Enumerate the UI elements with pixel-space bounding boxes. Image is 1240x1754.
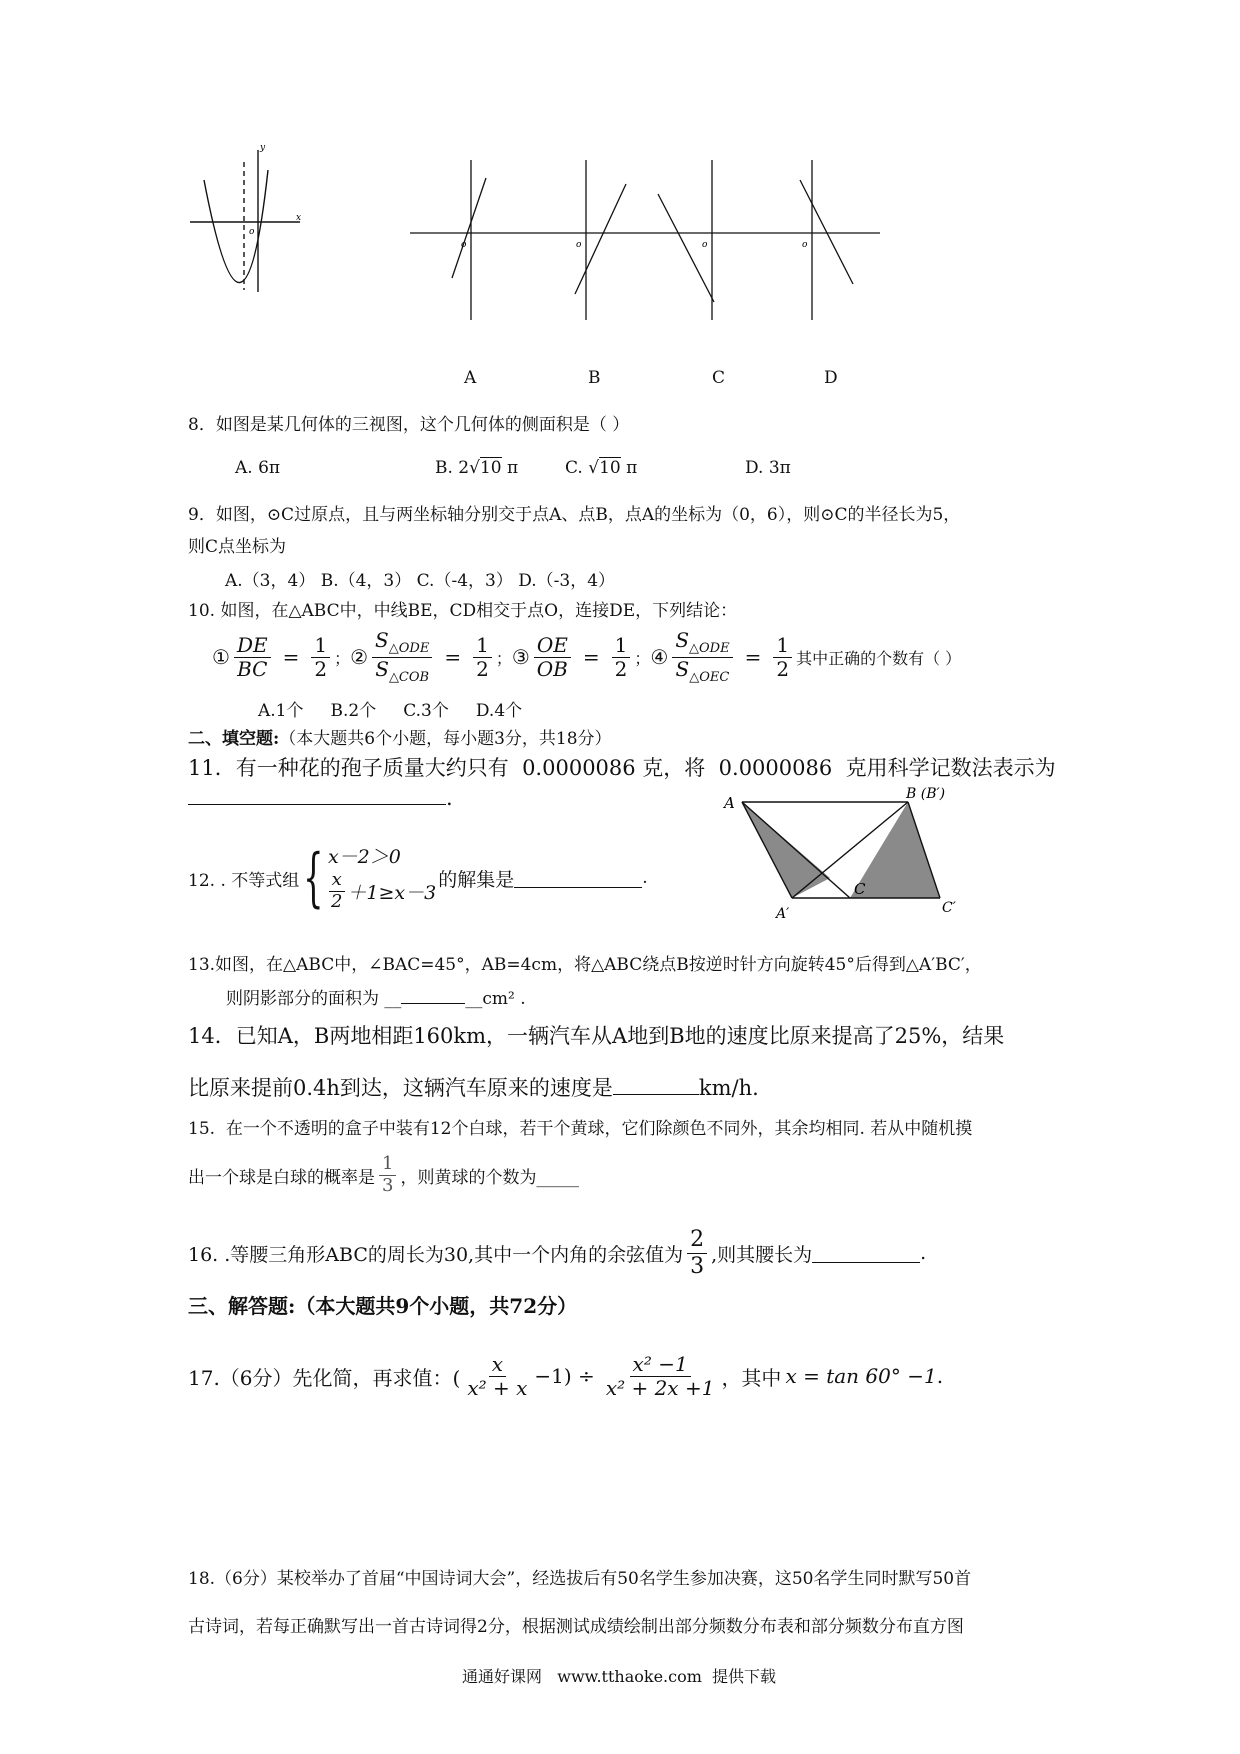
q8-option-c-radical: √10 <box>588 458 621 478</box>
q10-frac-2-den: 2 <box>476 656 489 681</box>
q10-frac-2-num: 1 <box>473 634 492 658</box>
section-2-heading <box>188 724 612 749</box>
q12-brace: { <box>303 841 324 915</box>
q8-option-c-pi: π <box>620 458 638 478</box>
q12-inequality-1: x－2＞0 <box>327 845 401 868</box>
q13-line2-prefix: 则阴影部分的面积为 __ <box>226 989 402 1009</box>
q13-label-b: B (B′) <box>906 786 946 802</box>
q10-s-1: S <box>375 627 389 652</box>
graph-b <box>530 160 643 320</box>
q13-line1: 13.如图，在△ABC中，∠BAC=45°，AB=4cm，将△ABC绕点B按逆时针方向旋转45°后得到△A′BC′， <box>188 955 982 975</box>
q10-sub-cob: △COB <box>388 669 430 685</box>
q14-line2-prefix: 比原来提前0.4h到达，这辆汽车原来的速度是 <box>188 1076 613 1100</box>
q8-option-c-prefix: C. <box>565 458 589 478</box>
q8-option-a: A. 6π <box>235 458 281 478</box>
q10-semi-2: ； <box>495 648 512 668</box>
q15-frac-den: 3 <box>382 1174 394 1196</box>
graph-c-origin: o <box>702 240 708 250</box>
q16-post: ,则其腰长为 <box>711 1243 813 1266</box>
q10-c2-marker: ② <box>350 645 369 669</box>
q12-prefix: 12. . 不等式组 <box>188 870 300 891</box>
graph-a <box>410 160 530 320</box>
q10-eq-2: = <box>444 645 462 669</box>
q17-frac1-den: x² + x <box>467 1375 528 1400</box>
q10-frac-oe: OE <box>534 634 571 658</box>
q18-line2: 古诗词，若每正确默写出一首古诗词得2分，根据测试成绩绘制出部分频数分布表和部分频数分布直方图 <box>188 1617 964 1637</box>
q17-prefix: 17.（6分）先化简，再求值：( <box>188 1365 461 1390</box>
q14-line2-suffix: km/h. <box>698 1076 759 1100</box>
q12-system <box>328 844 436 913</box>
q7-graphs <box>180 143 900 340</box>
q10-eq-1: = <box>282 645 300 669</box>
q15-line2-prefix: 出一个球是白球的概率是 <box>188 1167 375 1188</box>
q8-option-b-radical: √10 <box>469 458 502 478</box>
q17-expression: x = tan 60° −1 <box>785 1364 937 1388</box>
q8-option-b <box>435 458 518 478</box>
q15-line2 <box>188 1140 579 1210</box>
q10-s-4: S <box>675 656 690 681</box>
q16-period: . <box>920 1242 927 1264</box>
q10-frac-1-num: 1 <box>311 634 330 658</box>
q12-frac-num: x <box>329 870 345 892</box>
q17-frac2-den: x² + 2x +1 <box>605 1375 715 1400</box>
q13-line2-suffix: __cm² . <box>465 989 526 1009</box>
q8-option-b-pi: π <box>501 458 519 478</box>
q11-answer-line <box>188 784 453 810</box>
q10-stem: 10. 如图，在△ABC中，中线BE，CD相交于点O，连接DE，下列结论： <box>188 601 738 621</box>
page-footer: 通通好课网 www.tthaoke.com 提供下载 <box>462 1667 777 1686</box>
q11-text: 11．有一种花的孢子质量大约只有 0.0000086 克，将 0.0000086 克用科学记数法表示为 <box>188 756 1056 780</box>
graph-a-origin: o <box>461 240 467 250</box>
q11-period: . <box>446 786 453 810</box>
q10-c4-marker: ④ <box>650 645 669 669</box>
parabola-axis-y: y <box>260 143 266 153</box>
q8-options <box>235 458 855 488</box>
section-3-heading: 三、解答题:（本大题共9个小题，共72分） <box>188 1294 578 1318</box>
q8-stem: 8．如图是某几何体的三视图，这个几何体的侧面积是（ ） <box>188 415 630 435</box>
q10-sub-oec: △OEC <box>689 669 730 685</box>
q10-s-3: S <box>675 627 690 652</box>
q16-blank[interactable] <box>812 1244 920 1263</box>
q7-label-a: A <box>464 368 477 388</box>
q16-frac-num: 2 <box>687 1227 707 1253</box>
q15-line1: 15. 在一个不透明的盒子中装有12个白球，若干个黄球，它们除颜色不同外，其余均相同. 若从中随机摸 <box>188 1119 973 1139</box>
q17-where: ，其中 <box>721 1365 782 1390</box>
q10-sub-ode: △ODE <box>388 640 430 656</box>
parabola-axis-x: x <box>296 213 302 223</box>
q9-options: A.（3，4） B.（4，3） C.（-4，3） D.（-3，4） <box>225 571 616 591</box>
graph-b-origin: o <box>576 240 582 250</box>
q10-semi-3: ； <box>634 648 651 668</box>
q10-conclusions <box>212 622 961 692</box>
q7-label-c: C <box>712 368 726 388</box>
q13-label-c-prime: C′ <box>942 900 956 916</box>
q9-line2: 则C点坐标为 <box>188 537 287 557</box>
q16 <box>188 1218 926 1288</box>
q10-sub-ode-2: △ODE <box>689 640 730 656</box>
parabola-origin: o <box>249 227 255 237</box>
q10-frac-3-num: 1 <box>612 634 631 658</box>
q10-eq-4: = <box>744 645 762 669</box>
q17-frac2-num: x² −1 <box>630 1353 691 1377</box>
q10-frac-1-den: 2 <box>314 656 328 681</box>
q8-option-b-prefix: B. 2 <box>435 458 470 478</box>
section-2-title: 二、填空题: <box>188 729 280 749</box>
graph-d-origin: o <box>802 240 808 250</box>
q10-frac-bc: BC <box>237 656 268 681</box>
q12-post: 的解集是 <box>438 868 515 891</box>
q10-s-2: S <box>375 656 389 681</box>
q9-line1: 9．如图，⊙C过原点，且与两坐标轴分别交于点A、点B，点A的坐标为（0，6），则⊙C的半径长为5， <box>188 505 961 525</box>
q13-figure <box>720 784 960 924</box>
q10-semi-1: ； <box>334 648 351 668</box>
q7-label-d: D <box>824 368 838 388</box>
q10-options: A.1个 B.2个 C.3个 D.4个 <box>258 701 523 721</box>
q13-label-a-prime: A′ <box>776 906 790 922</box>
q12-blank[interactable] <box>514 869 642 888</box>
q10-tail: 其中正确的个数有（ ） <box>796 648 962 668</box>
q16-prefix: 16. .等腰三角形ABC的周长为30,其中一个内角的余弦值为 <box>188 1243 684 1266</box>
q13-label-a: A <box>724 794 735 812</box>
q15-line2-suffix: ，则黄球的个数为_____ <box>400 1167 579 1188</box>
q17-period: . <box>936 1364 944 1388</box>
q10-eq-3: = <box>582 645 600 669</box>
q12-inequality-2 <box>328 870 436 912</box>
q13-label-c: C <box>854 880 866 898</box>
q12-inequality-2-rest: ＋1≥x－3 <box>347 881 437 904</box>
q10-c3-marker: ③ <box>511 645 530 669</box>
parabola-graph <box>190 150 300 292</box>
q10-c1-marker: ① <box>212 645 230 669</box>
q10-frac-4-num: 1 <box>773 634 792 658</box>
q10-frac-ob: OB <box>536 656 568 681</box>
q16-frac-den: 3 <box>690 1253 705 1279</box>
graph-d <box>755 160 880 320</box>
q17-middle: −1) ÷ <box>534 1364 595 1388</box>
q12-frac-den: 2 <box>330 890 343 912</box>
q13-line2 <box>226 984 526 1009</box>
section-2-note: （本大题共6个小题，每小题3分，共18分） <box>279 729 612 749</box>
q8-option-d: D. 3π <box>745 458 791 478</box>
q17-frac1-num: x <box>489 1353 506 1377</box>
q14-blank[interactable] <box>613 1076 699 1095</box>
q8-option-c <box>565 458 637 478</box>
q11-blank[interactable] <box>188 784 446 805</box>
q13-blank[interactable] <box>401 987 465 1004</box>
q12-period: . <box>642 868 648 888</box>
q15-frac-num: 1 <box>379 1154 396 1176</box>
q7-label-b: B <box>588 368 601 388</box>
q10-frac-3-den: 2 <box>614 656 628 681</box>
graph-c <box>643 160 755 320</box>
q14-line2 <box>188 1072 759 1102</box>
q10-frac-4-den: 2 <box>776 656 790 681</box>
q12 <box>188 838 648 918</box>
q18-line1: 18.（6分）某校举办了首届“中国诗词大会”，经选拔后有50名学生参加决赛，这50名学生同时默写50首 <box>188 1569 972 1589</box>
q13-shade-left <box>742 802 830 898</box>
q10-frac-de: DE <box>234 634 271 658</box>
q14-line1: 14．已知A，B两地相距160km，一辆汽车从A地到B地的速度比原来提高了25%，结果 <box>188 1024 1005 1048</box>
q17 <box>188 1336 943 1416</box>
